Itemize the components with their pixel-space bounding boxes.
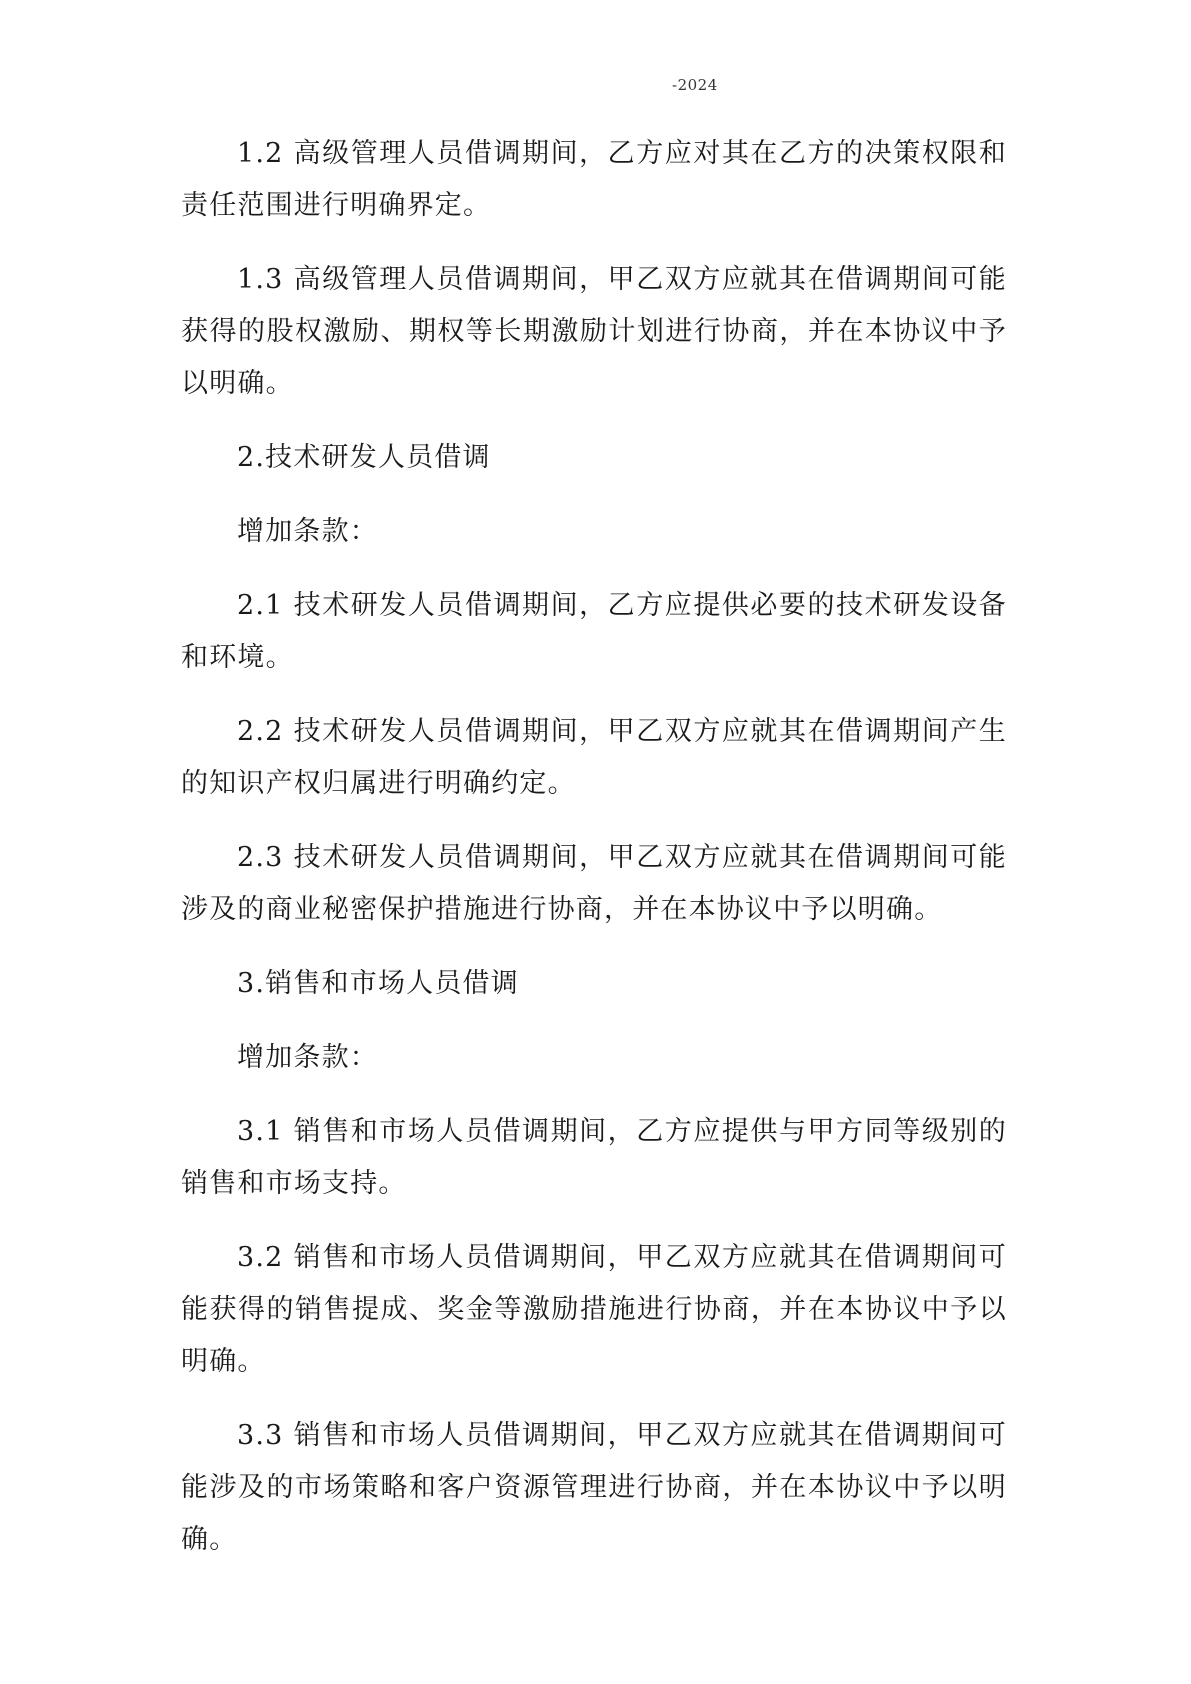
page-header-year: -2024 bbox=[672, 76, 718, 94]
section-3-heading: 3.销售和市场人员借调 bbox=[237, 968, 519, 999]
section-2-additional-terms: 增加条款： bbox=[237, 516, 378, 547]
clause-3-3: 3.3 销售和市场人员借调期间，甲乙双方应就其在借调期间可能涉及的市场策略和客户资源管理进行协商，并在本协议中予以明确。 bbox=[181, 1420, 1007, 1555]
document-body bbox=[181, 128, 1007, 1588]
clause-2-3: 2.3 技术研发人员借调期间，甲乙双方应就其在借调期间可能涉及的商业秘密保护措施进行协商，并在本协议中予以明确。 bbox=[181, 842, 1007, 925]
clause-3-1: 3.1 销售和市场人员借调期间，乙方应提供与甲方同等级别的销售和市场支持。 bbox=[181, 1116, 1007, 1199]
section-2-heading: 2.技术研发人员借调 bbox=[237, 442, 491, 473]
clause-2-2: 2.2 技术研发人员借调期间，甲乙双方应就其在借调期间产生的知识产权归属进行明确约定。 bbox=[181, 716, 1007, 799]
clause-1-2: 1.2 高级管理人员借调期间，乙方应对其在乙方的决策权限和责任范围进行明确界定。 bbox=[181, 138, 1007, 221]
section-3-additional-terms: 增加条款： bbox=[237, 1042, 378, 1073]
clause-3-2: 3.2 销售和市场人员借调期间，甲乙双方应就其在借调期间可能获得的销售提成、奖金等激励措施进行协商，并在本协议中予以明确。 bbox=[181, 1242, 1007, 1377]
clause-1-3: 1.3 高级管理人员借调期间，甲乙双方应就其在借调期间可能获得的股权激励、期权等长期激励计划进行协商，并在本协议中予以明确。 bbox=[181, 264, 1007, 399]
clause-2-1: 2.1 技术研发人员借调期间，乙方应提供必要的技术研发设备和环境。 bbox=[181, 590, 1007, 673]
